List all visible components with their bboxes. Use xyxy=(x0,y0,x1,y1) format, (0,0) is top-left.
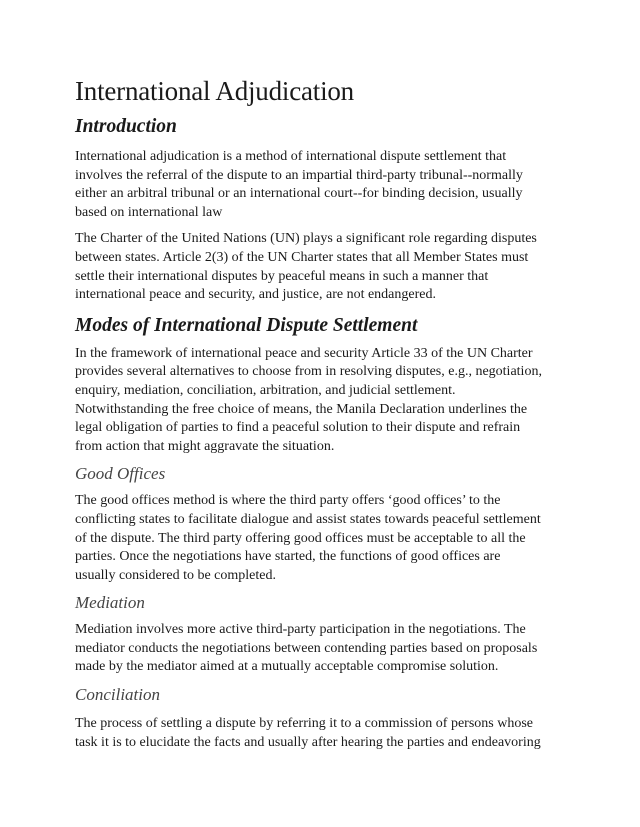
heading-introduction: Introduction xyxy=(75,116,177,137)
text-line: involves the referral of the dispute to an impartial third-party tribunal--normally xyxy=(75,167,523,183)
text-line: either an arbitral tribunal or an international court--for binding decision, usually xyxy=(75,186,523,202)
text-line: international peace and security, and justice, are not endangered. xyxy=(75,287,436,303)
document-title: International Adjudication xyxy=(75,76,354,106)
text-line: of the dispute. The third party offering good offices must be acceptable to all the xyxy=(75,530,526,546)
mediation-paragraph xyxy=(75,621,575,677)
text-line: settle their international disputes by peaceful means in such a manner that xyxy=(75,268,489,284)
intro-paragraph-2 xyxy=(75,230,575,304)
document-page xyxy=(75,74,575,752)
text-line: mediator conducts the negotiations between contending parties based on proposals xyxy=(75,640,538,656)
text-line: Mediation involves more active third-party participation in the negotiations. The xyxy=(75,622,526,638)
text-line: Notwithstanding the free choice of means, the Manila Declaration underlines the xyxy=(75,401,528,417)
text-line: The process of settling a dispute by referring it to a commission of persons whose xyxy=(75,716,534,732)
text-line: The good offices method is where the third party offers ‘good offices’ to the xyxy=(75,493,501,509)
text-line: from action that might aggravate the situation. xyxy=(75,438,335,454)
text-line: The Charter of the United Nations (UN) plays a significant role regarding disputes xyxy=(75,231,537,247)
modes-paragraph xyxy=(75,345,575,457)
text-line: parties. Once the negotiations have started, the functions of good offices are xyxy=(75,549,501,565)
conciliation-paragraph xyxy=(75,715,575,752)
text-line: In the framework of international peace and security Article 33 of the UN Charter xyxy=(75,345,533,361)
text-line: legal obligation of parties to find a peaceful solution to their dispute and refrain xyxy=(75,420,521,436)
text-line: conflicting states to facilitate dialogue and assist states towards peaceful settlement xyxy=(75,511,541,527)
heading-conciliation: Conciliation xyxy=(75,685,160,705)
text-line: based on international law xyxy=(75,204,223,220)
text-line: provides several alternatives to choose from in resolving disputes, e.g., negotiation, xyxy=(75,364,542,380)
heading-modes: Modes of International Dispute Settlement xyxy=(75,314,418,336)
good-offices-paragraph xyxy=(75,492,575,585)
text-line: made by the mediator aimed at a mutually acceptable compromise solution. xyxy=(75,659,499,675)
text-line: enquiry, mediation, conciliation, arbitration, and judicial settlement. xyxy=(75,382,456,398)
text-line: task it is to elucidate the facts and usually after hearing the parties and endeavoring xyxy=(75,734,541,750)
text-line: usually considered to be completed. xyxy=(75,567,276,583)
heading-good-offices: Good Offices xyxy=(75,464,166,484)
text-line: between states. Article 2(3) of the UN Charter states that all Member States must xyxy=(75,249,529,265)
heading-mediation: Mediation xyxy=(75,593,145,613)
intro-paragraph-1 xyxy=(75,148,575,222)
text-line: International adjudication is a method of international dispute settlement that xyxy=(75,149,507,164)
